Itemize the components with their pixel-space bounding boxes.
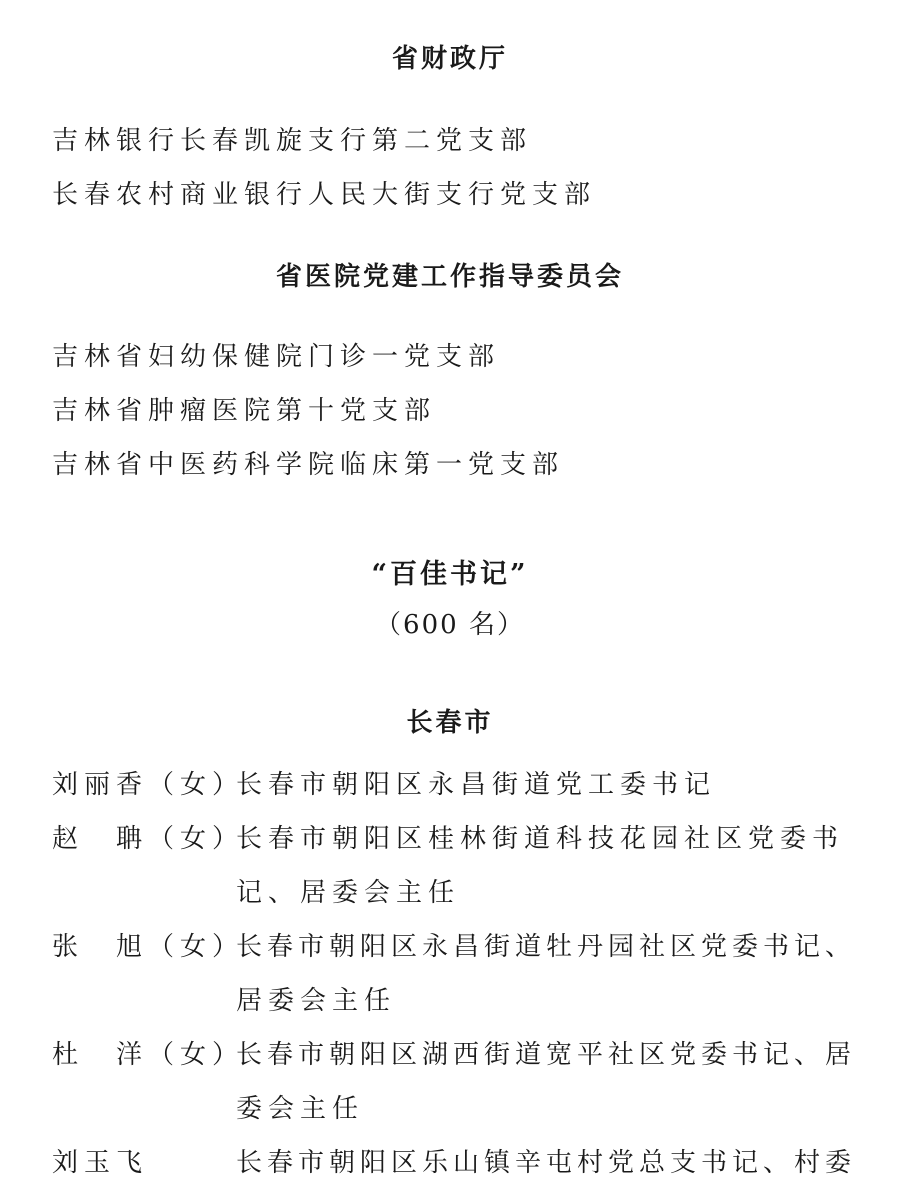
person-gender: （女） bbox=[148, 932, 245, 962]
person-title-continued: 居委会主任 bbox=[236, 986, 397, 1016]
person-title: 长春市朝阳区湖西街道宽平社区党委书记、居 bbox=[236, 1040, 857, 1070]
person-gender: （女） bbox=[148, 770, 245, 800]
person-name-text: 刘丽香 bbox=[52, 770, 149, 800]
list-item: 吉林省妇幼保健院门诊一党支部 bbox=[52, 342, 501, 372]
section-title-finance: 省财政厅 bbox=[391, 44, 508, 74]
award-count: （600 名） bbox=[375, 610, 525, 640]
person-gender: （女） bbox=[148, 1040, 245, 1070]
person-title: 长春市朝阳区永昌街道党工委书记 bbox=[236, 770, 717, 800]
person-title-continued: 委会主任 bbox=[236, 1094, 365, 1124]
person-name bbox=[52, 764, 244, 801]
person-title: 长春市朝阳区桂林街道科技花园社区党委书 bbox=[236, 824, 845, 854]
person-title: 长春市朝阳区永昌街道牡丹园社区党委书记、 bbox=[236, 932, 857, 962]
person-name-last: 聃 bbox=[116, 824, 149, 854]
award-title: “百佳书记” bbox=[371, 559, 529, 590]
person-gender: （女） bbox=[148, 824, 245, 854]
person-name-last: 洋 bbox=[116, 1040, 149, 1070]
person-name bbox=[52, 926, 244, 963]
person-title-continued: 记、居委会主任 bbox=[236, 878, 461, 908]
person-name bbox=[52, 818, 244, 855]
person-name-first: 赵 bbox=[52, 824, 85, 854]
person-name-first: 杜 bbox=[52, 1040, 85, 1070]
person-name-text: 刘玉飞 bbox=[52, 1148, 149, 1178]
section-title-hospital: 省医院党建工作指导委员会 bbox=[275, 262, 624, 292]
person-name-last: 旭 bbox=[116, 932, 149, 962]
person-title: 长春市朝阳区乐山镇辛屯村党总支书记、村委 bbox=[236, 1148, 857, 1178]
city-title: 长春市 bbox=[406, 708, 494, 738]
list-item: 长春农村商业银行人民大街支行党支部 bbox=[52, 180, 597, 210]
person-name bbox=[52, 1142, 148, 1179]
person-name bbox=[52, 1034, 244, 1071]
person-name-first: 张 bbox=[52, 932, 85, 962]
list-item: 吉林省肿瘤医院第十党支部 bbox=[52, 396, 437, 426]
list-item: 吉林银行长春凯旋支行第二党支部 bbox=[52, 126, 533, 156]
list-item: 吉林省中医药科学院临床第一党支部 bbox=[52, 450, 565, 480]
